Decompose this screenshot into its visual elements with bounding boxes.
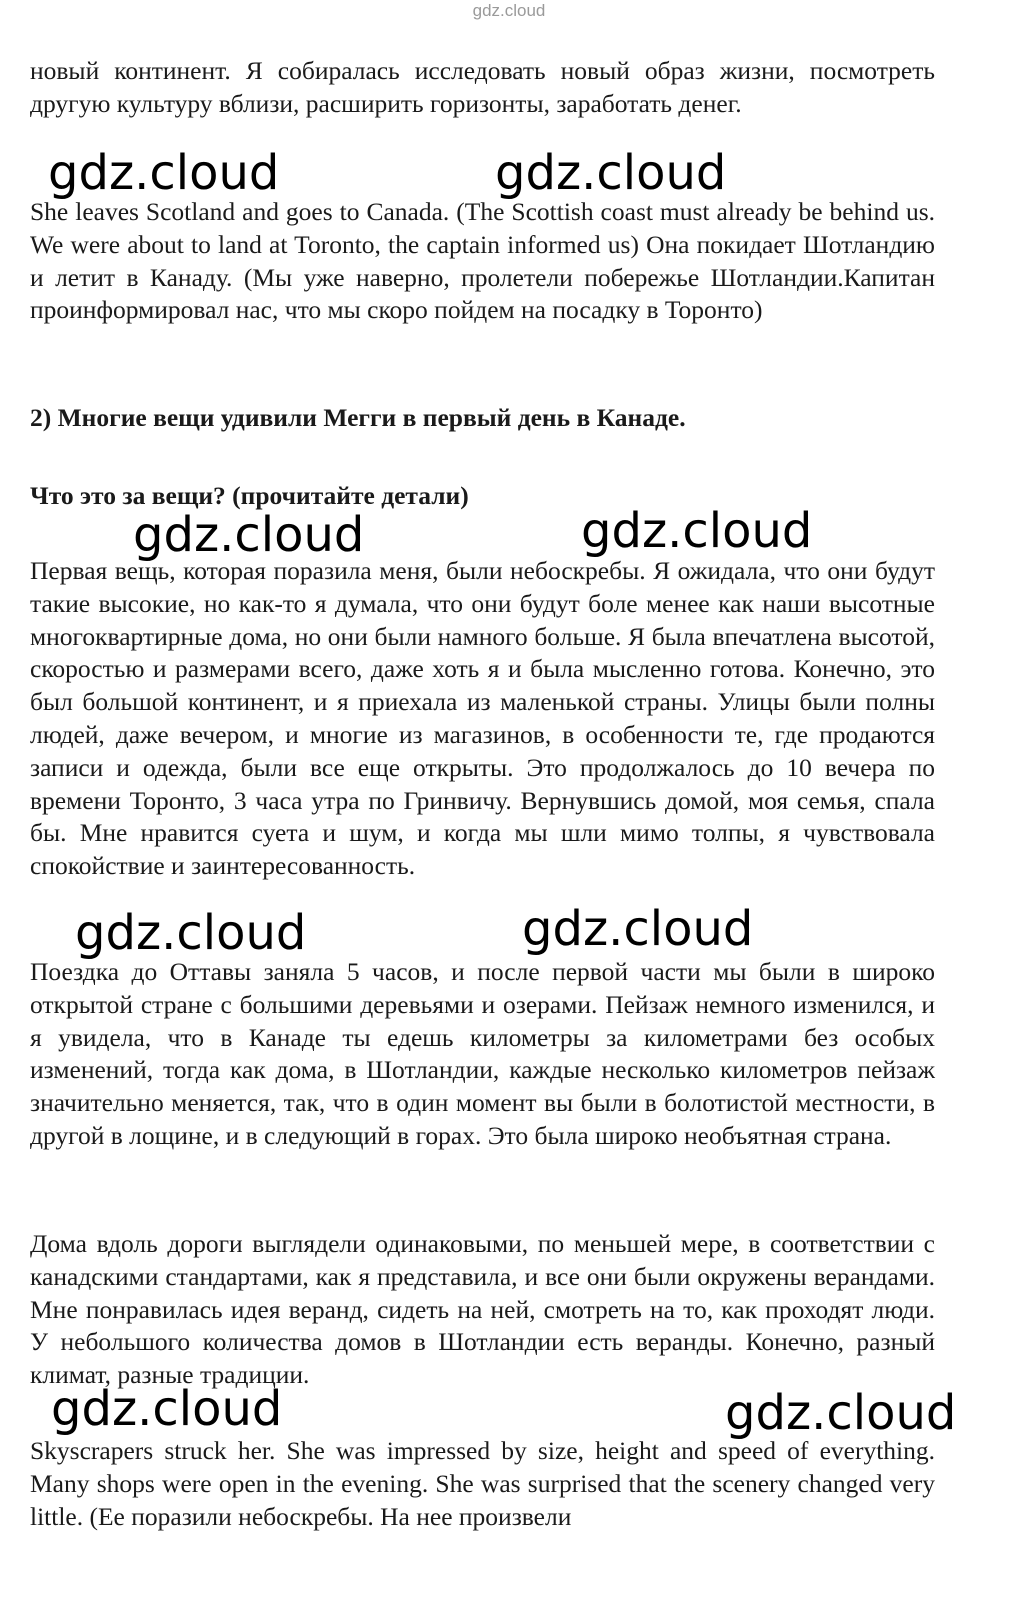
paragraph-ottawa: Поездка до Оттавы заняла 5 часов, и после первой части мы были в широко открытой стране с большими деревьями и озерами. Пейзаж немного изменился, и я увидела, что в Канаде ты едешь километры за километрами без особых изменений, тогда как дома, в Шотландии, каждые несколько километров пейзаж значительно меняется, так, что в один момент вы были в болотистой местности, в другой в лощине, и в следующий в горах. Это была широко необъятная страна. [30,957,935,1150]
task-heading: Что это за вещи? (прочитайте детали) [30,481,469,510]
paragraph-scotland: She leaves Scotland and goes to Canada. (The Scottish coast must already be behind us. We were about to land at Toronto, the captain informed us) Она покидает Шотландию и летит в Канаду. (Мы уже наверно, пролетели побережье Шотландии.Капитан проинформировал нас, что мы скоро пойдем на посадку в Торонто) [30,197,935,325]
paragraph-skyscrapers: Первая вещь, которая поразила меня, были небоскребы. Я ожидала, что они будут такие высокие, но как-то я думала, что они будут боле менее как наши высотные многоквартирные дома, но они были намного больше. Я была впечатлена высотой, скоростью и размерами всего, даже хоть я и была мысленно готова. Конечно, это был большой континент, и я приехала из маленькой страны. Улицы были полны людей, даже вечером, и многие из магазинов, в особенности те, где продаются записи и одежда, были все еще открыты. Это продолжалось до 10 вечера по времени Торонто, 3 часа утра по Гринвичу. Вернувшись домой, моя семья, спала бы. Мне нравится суета и шум, и когда мы шли мимо толпы, я чувствовала спокойствие и заинтересованность. [30,556,935,881]
paragraph-intro: новый континент. Я собиралась исследовать новый образ жизни, посмотреть другую культуру вблизи, расширить горизонты, заработать денег. [30,56,935,118]
paragraph-summary: Skyscrapers struck her. She was impressed by size, height and speed of everything. Many shops were open in the evening. She was surprised that the scenery changed very little. (Ее поразили небоскребы. На нее произвели [30,1436,935,1531]
question-heading: 2) Многие вещи удивили Мегги в первый день в Канаде. [30,403,686,432]
paragraph-houses: Дома вдоль дороги выглядели одинаковыми, по меньшей мере, в соответствии с канадскими стандартами, как я представила, и все они были окружены верандами. Мне понравилась идея веранд, сидеть на ней, смотреть на то, как проходят люди. У небольшого количества домов в Шотландии есть веранды. Конечно, разный климат, разные традиции. [30,1229,935,1390]
top-watermark: gdz.cloud [472,1,546,20]
watermark-4: gdz.cloud [581,503,813,559]
watermark-5: gdz.cloud [75,905,307,961]
watermark-2: gdz.cloud [495,145,727,201]
watermark-8: gdz.cloud [725,1385,957,1441]
watermark-7: gdz.cloud [51,1381,283,1437]
watermark-3: gdz.cloud [133,507,365,563]
watermark-1: gdz.cloud [48,145,280,201]
watermark-6: gdz.cloud [522,901,754,957]
